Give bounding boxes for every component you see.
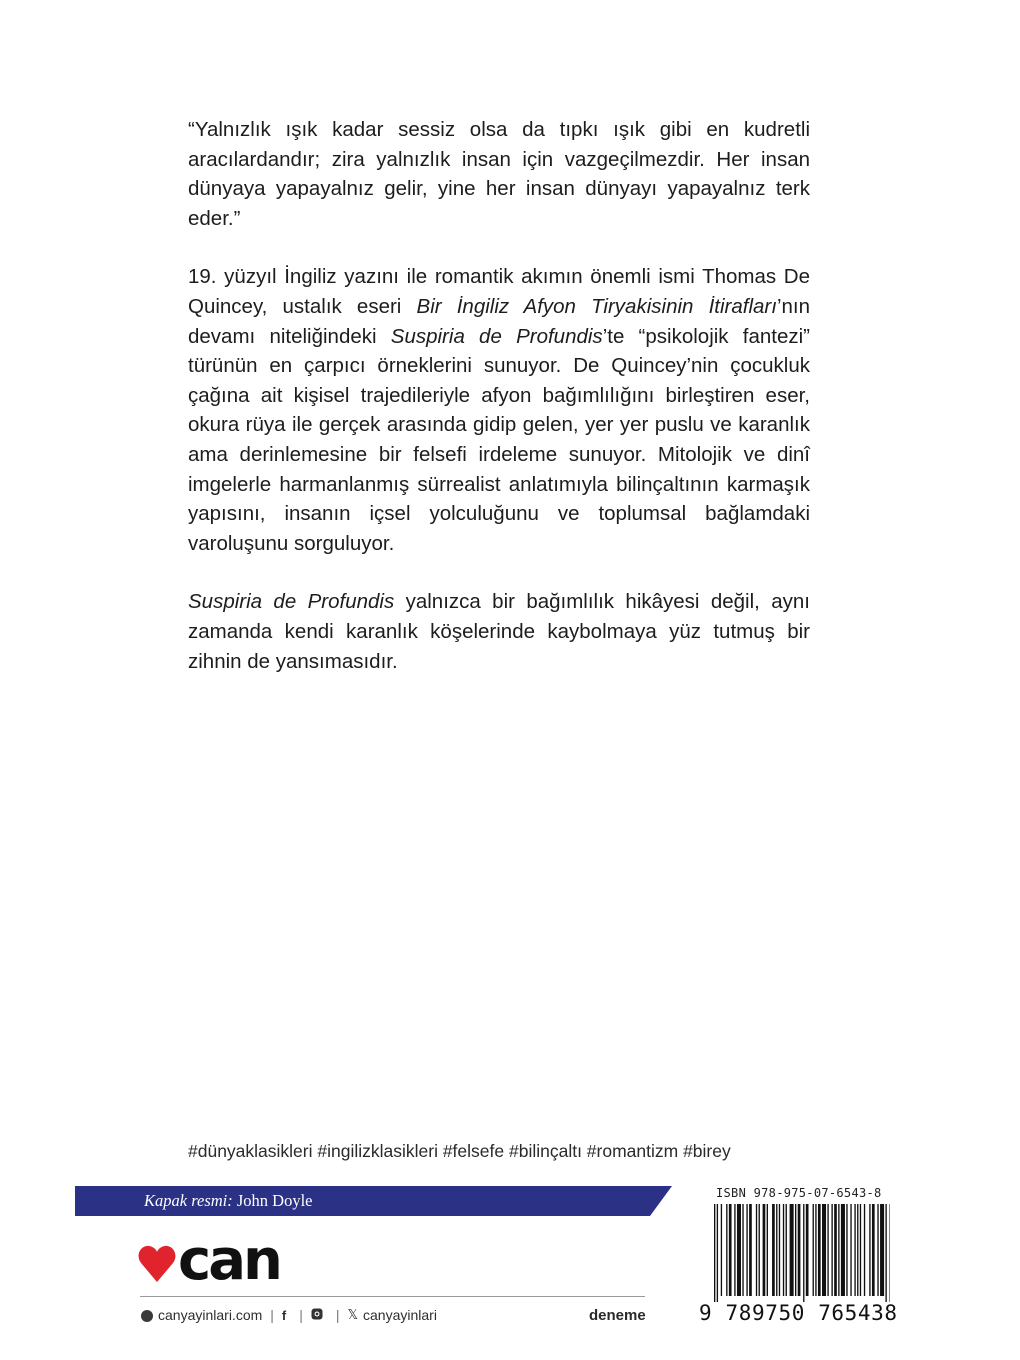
- barcode-bar: [783, 1204, 784, 1296]
- barcode-bar: [818, 1204, 821, 1296]
- barcode-bar: [742, 1204, 743, 1296]
- cover-credit: [144, 1191, 313, 1211]
- quote-paragraph: “Yalnızlık ışık kadar sessiz olsa da tıpkı ışık gibi en kudretli aracılardandır; zira yalnızlık insan için vazgeçilmezdir. Her insan dünyaya yapayalnız gelir, yine her insan dünyayı yapayalnız terk eder.”: [188, 118, 810, 230]
- facebook-icon[interactable]: f: [281, 1307, 287, 1323]
- description-text: 19. yüzyıl İngiliz yazını ile romantik akımın önemli ismi Thomas De Quincey, ustalık eseri: [188, 265, 810, 318]
- barcode-bar: [767, 1204, 768, 1296]
- barcode-bar: [890, 1204, 891, 1302]
- closing-paragraph: [188, 587, 810, 676]
- barcode-bar: [854, 1204, 855, 1296]
- instagram-icon[interactable]: [311, 1308, 323, 1323]
- barcode-bar: [717, 1204, 718, 1302]
- barcode-bar: [798, 1204, 801, 1296]
- barcode-bar: [850, 1204, 851, 1296]
- barcode-bar: [729, 1204, 732, 1296]
- back-cover-text: [188, 115, 810, 676]
- description-paragraph: [188, 262, 810, 558]
- barcode-bar: [714, 1204, 715, 1302]
- barcode-bar: [746, 1204, 747, 1296]
- logo-wordmark: can: [178, 1228, 280, 1293]
- barcode-bar: [786, 1204, 787, 1296]
- isbn-label: ISBN 978-975-07-6543-8: [716, 1186, 882, 1200]
- barcode-bar: [885, 1204, 886, 1302]
- barcode-bar: [806, 1204, 809, 1296]
- social-handle[interactable]: canyayinlari: [363, 1307, 437, 1323]
- barcode-bar: [827, 1204, 828, 1296]
- barcode-bar: [813, 1204, 814, 1296]
- publisher-contacts: [141, 1307, 437, 1323]
- barcode-bar: [795, 1204, 796, 1296]
- book-title-confessions: Bir İngiliz Afyon Tiryakisinin İtirafları: [416, 294, 777, 318]
- x-icon[interactable]: 𝕏: [347, 1307, 359, 1322]
- barcode-bar: [759, 1204, 760, 1296]
- description-text: ’nın devamı niteliğindeki: [188, 294, 810, 348]
- globe-icon: [141, 1310, 153, 1322]
- barcode-bar: [857, 1204, 858, 1296]
- separator: |: [270, 1307, 274, 1323]
- barcode-bar: [834, 1204, 837, 1296]
- barcode-bar: [756, 1204, 757, 1296]
- barcode-bar: [841, 1204, 845, 1296]
- cover-credit-label: Kapak resmi:: [144, 1191, 233, 1210]
- footer-divider: [140, 1296, 645, 1297]
- hashtags: #dünyaklasikleri #ingilizklasikleri #felsefe #bilinçaltı #romantizm #birey: [188, 1141, 731, 1161]
- barcode-bar: [803, 1204, 804, 1302]
- book-title-suspiria: Suspiria de Profundis: [188, 590, 395, 614]
- website-link[interactable]: canyayinlari.com: [158, 1307, 263, 1323]
- barcode-bar: [763, 1204, 766, 1296]
- barcode-bar: [779, 1204, 780, 1296]
- barcode-bar: [776, 1204, 777, 1296]
- genre-label: deneme: [589, 1307, 646, 1324]
- closing-text: yalnızca bir bağımlılık hikâyesi değil, aynı zamanda kendi karanlık köşelerinde kaybolmaya yüz tutmuş bir zihnin de yansımasıdır.: [188, 590, 810, 673]
- barcode-bar: [734, 1204, 735, 1296]
- barcode-bar: [737, 1204, 741, 1296]
- barcode-bar: [838, 1204, 839, 1296]
- barcode-bar: [860, 1204, 861, 1296]
- cover-credit-artist: John Doyle: [236, 1191, 313, 1210]
- barcode-bar: [790, 1204, 794, 1296]
- separator: |: [299, 1307, 303, 1323]
- barcode-bar: [749, 1204, 752, 1296]
- barcode-bar: [869, 1204, 870, 1296]
- barcode-bar: [815, 1204, 816, 1296]
- barcode-bar: [726, 1204, 727, 1296]
- barcode-bar: [831, 1204, 832, 1296]
- separator: |: [335, 1307, 340, 1323]
- description-text: ’te “psikolojik fantezi” türünün en çarpıcı örneklerini sunuyor. De Quincey’nin çocukluk çağına ait kişisel trajedileriyle afyon bağımlılığını birleştiren eser, okura rüya ile gerçek arasında gidip gelen, yer yer puslu ve karanlık ama derinlemesine bir felsefi irdeleme sunuyor. Mitolojik ve dinî imgelerle harmanlanmış sürrealist anlatımıyla bilinçaltının karmaşık yapısını, insanın içsel yolculuğunu ve toplumsal bağlamdaki varoluşunu sorguluyor.: [188, 324, 810, 555]
- barcode-bar: [864, 1204, 865, 1296]
- barcode-bar: [846, 1204, 847, 1296]
- barcode-bar: [880, 1204, 884, 1296]
- barcode-bar: [872, 1204, 875, 1296]
- barcode-bar: [721, 1204, 722, 1296]
- barcode-bar: [772, 1204, 775, 1296]
- barcode-bar: [877, 1204, 878, 1296]
- barcode: [714, 1204, 890, 1302]
- barcode-bar: [822, 1204, 826, 1296]
- isbn-digits: 9 789750 765438: [699, 1301, 898, 1325]
- publisher-logo: [138, 1228, 283, 1293]
- cover-credit-banner: [75, 1186, 672, 1216]
- book-title-suspiria: Suspiria de Profundis: [390, 324, 603, 348]
